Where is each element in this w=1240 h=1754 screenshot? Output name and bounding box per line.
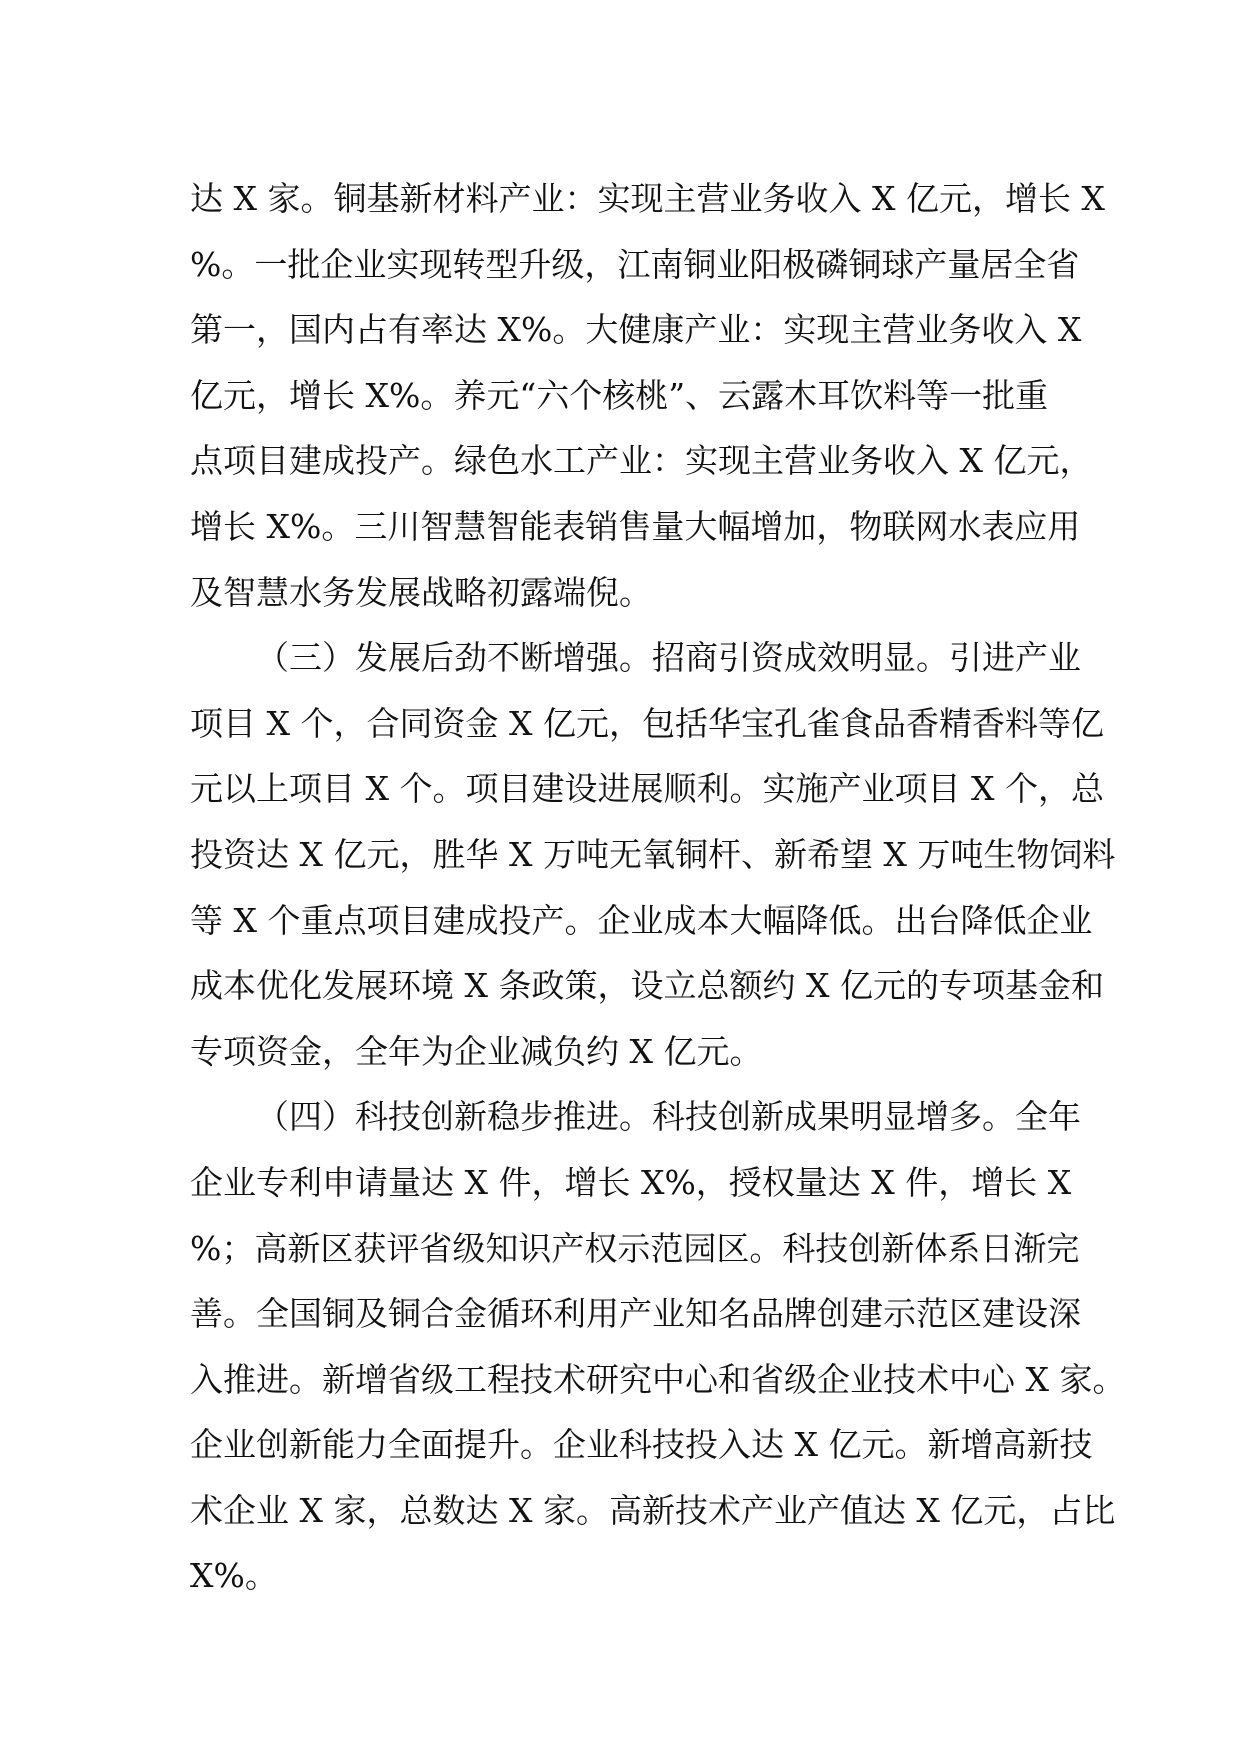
text-line: 元以上项目 X 个。项目建设进展顺利。实施产业项目 X 个，总 [190,769,1104,809]
text-line: 投资达 X 亿元，胜华 X 万吨无氧铜杆、新希望 X 万吨生物饲料 [190,834,1116,874]
text-line: 点项目建成投产。绿色水工产业：实现主营业务收入 X 亿元， [190,441,1093,481]
text-line: %。一批企业实现转型升级，江南铜业阳极磷铜球产量居全省 [190,244,1080,284]
text-line: 术企业 X 家，总数达 X 家。高新技术产业产值达 X 亿元，占比 [190,1490,1116,1530]
text-line: 企业专利申请量达 X 件，增长 X%，授权量达 X 件，增长 X [190,1162,1072,1202]
text-line: 项目 X 个，合同资金 X 亿元，包括华宝孔雀食品香精香料等亿 [190,703,1104,743]
text-line: %；高新区获评省级知识产权示范园区。科技创新体系日渐完 [190,1228,1080,1268]
text-line: 达 X 家。铜基新材料产业：实现主营业务收入 X 亿元，增长 X [190,179,1105,218]
text-line: 专项资金，全年为企业减负约 X 亿元。 [190,1031,763,1071]
text-line: 等 X 个重点项目建成投产。企业成本大幅降低。出台降低企业 [190,900,1093,940]
text-line: 第一，国内占有率达 X%。大健康产业：实现主营业务收入 X [190,310,1082,350]
text-line: 亿元，增长 X%。养元“六个核桃”、云露木耳饮料等一批重 [190,375,1049,415]
text-line: X%。 [190,1556,278,1596]
section-heading-line: （三）发展后劲不断增强。招商引资成效明显。引进产业 [256,638,1081,678]
text-line: 善。全国铜及铜合金循环利用产业知名品牌创建示范区建设深 [190,1294,1081,1334]
text-line: 及智慧水务发展战略初露端倪。 [190,572,652,612]
section-heading-line: （四）科技创新稳步推进。科技创新成果明显增多。全年 [256,1097,1081,1137]
text-line: 成本优化发展环境 X 条政策，设立总额约 X 亿元的专项基金和 [190,966,1104,1006]
text-line: 增长 X%。三川智慧智能表销售量大幅增加，物联网水表应用 [190,506,1081,546]
text-line: 入推进。新增省级工程技术研究中心和省级企业技术中心 X 家。 [190,1359,1126,1399]
document-body [190,166,1126,1609]
text-line: 企业创新能力全面提升。企业科技投入达 X 亿元。新增高新技 [190,1425,1093,1465]
